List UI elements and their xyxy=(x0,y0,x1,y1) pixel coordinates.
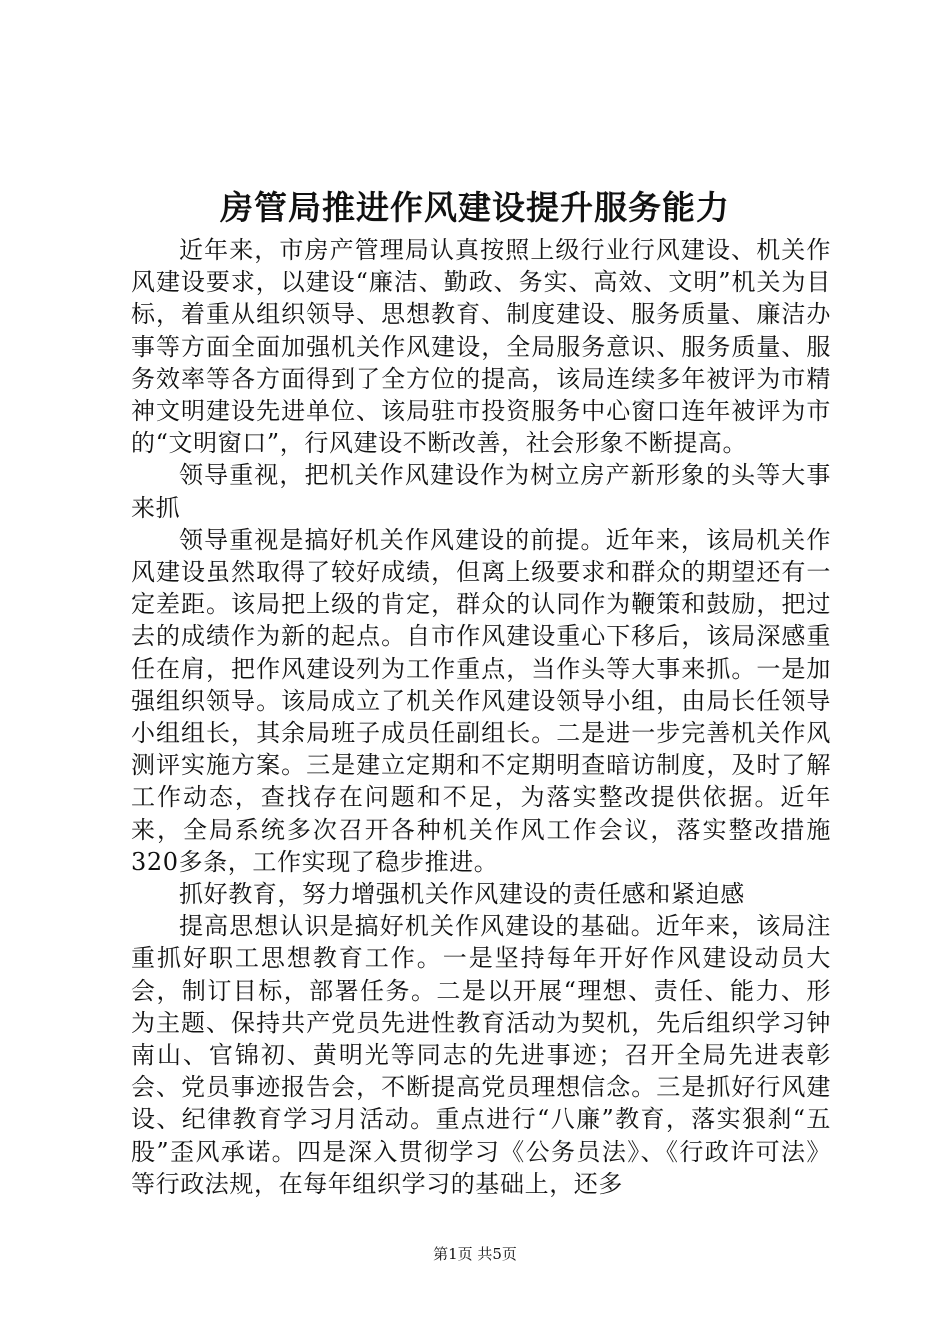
paragraph-intro: 近年来，市房产管理局认真按照上级行业行风建设、机关作风建设要求，以建设“廉洁、勤政、务实、高效、文明”机关为目标，着重从组织领导、思想教育、制度建设、服务质量、廉洁办事等方面全面加强机关作风建设，全局服务意识、服务质量、服务效率等各方面得到了全方位的提高，该局连续多年被评为市精神文明建设先进单位、该局驻市投资服务中心窗口连年被评为市的“文明窗口”，行风建设不断改善，社会形象不断提高。 xyxy=(131,236,831,458)
document-body xyxy=(131,234,831,1200)
paragraph-education: 提高思想认识是搞好机关作风建设的基础。近年来，该局注重抓好职工思想教育工作。一是坚持每年开好作风建设动员大会，制订目标，部署任务。二是以开展“理想、责任、能力、形为主题、保持共产党员先进性教育活动为契机，先后组织学习钟南山、官锦初、黄明光等同志的先进事迹；召开全局先进表彰会、党员事迹报告会，不断提高党员理想信念。三是抓好行风建设、纪律教育学习月活动。重点进行“八廉”教育，落实狠刹“五股”歪风承诺。四是深入贯彻学习《公务员法》、《行政许可法》等行政法规，在每年组织学习的基础上，还多 xyxy=(131,912,831,1198)
page-footer: 第1页 共5页 xyxy=(433,1245,517,1263)
paragraph-leadership: 领导重视是搞好机关作风建设的前提。近年来，该局机关作风建设虽然取得了较好成绩，但离上级要求和群众的期望还有一定差距。该局把上级的肯定，群众的认同作为鞭策和鼓励，把过去的成绩作为新的起点。自市作风建设重心下移后，该局深感重任在肩，把作风建设列为工作重点，当作头等大事来抓。一是加强组织领导。该局成立了机关作风建设领导小组，由局长任领导小组组长，其余局班子成员任副组长。二是进一步完善机关作风测评实施方案。三是建立定期和不定期明查暗访制度，及时了解工作动态，查找存在问题和不足，为落实整改提供依据。近年来，全局系统多次召开各种机关作风工作会议，落实整改措施320多条，工作实现了稳步推进。 xyxy=(131,525,831,876)
section-heading-leadership: 领导重视，把机关作风建设作为树立房产新形象的头等大事来抓 xyxy=(131,461,831,522)
document-title: 房管局推进作风建设提升服务能力 xyxy=(220,188,730,227)
section-heading-education: 抓好教育，努力增强机关作风建设的责任感和紧迫感 xyxy=(179,880,745,909)
